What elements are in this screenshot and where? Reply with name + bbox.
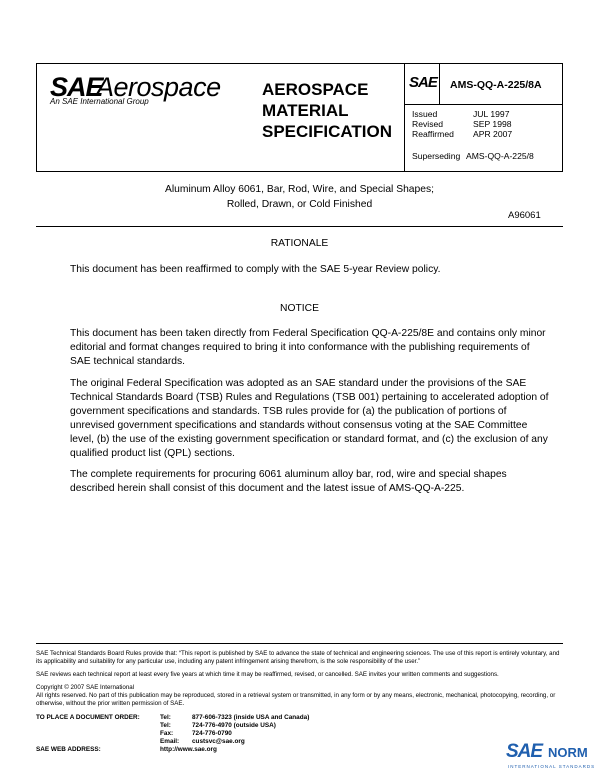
order-label: TO PLACE A DOCUMENT ORDER: [36, 714, 140, 721]
header-divider [404, 63, 405, 172]
issued-label: Issued [412, 109, 438, 119]
rationale-text: This document has been reaffirmed to comply with the SAE 5-year Review policy. [70, 264, 441, 275]
sae-norm-logo-subtext: INTERNATIONAL STANDARDS [508, 764, 596, 769]
aerospace-logo-text: Aerospace [96, 72, 221, 102]
tel1-label: Tel: [160, 714, 171, 721]
issued-value: JUL 1997 [473, 109, 510, 119]
review-text: SAE reviews each technical report at least every five years at which time it may be reaffirmed, revised, or cancelled. SAE invites your written comments and suggestions. [36, 671, 499, 678]
reaffirmed-value: APR 2007 [473, 129, 513, 139]
superseding-value: AMS-QQ-A-225/8 [466, 151, 534, 161]
footer-rule [36, 643, 563, 644]
revised-label: Revised [412, 119, 444, 129]
fax-label: Fax: [160, 730, 174, 737]
tsb-rules-text: SAE Technical Standards Board Rules provide that: “This report is published by SAE to advance the state of technical and engineering sciences. The use of this report is entirely voluntary, and its applicability and suitability for any particular use, including any patent infringement arising therefrom, is the sole responsibility of the user.” [36, 650, 560, 665]
fax-value: 724-776-0790 [192, 730, 232, 737]
title-rule [36, 226, 563, 227]
email-label: Email: [160, 738, 180, 745]
uns-number: A96061 [508, 210, 541, 221]
copyright-text: Copyright © 2007 SAE International [36, 684, 135, 691]
rights-text: All rights reserved. No part of this publication may be reproduced, stored in a retrieval system or transmitted, in any form or by any means, electronic, mechanical, photocopying, recording, or otherwise, without the prior written permission of SAE. [36, 692, 556, 707]
tel1-value: 877-606-7323 (inside USA and Canada) [192, 714, 310, 721]
reaffirmed-label: Reaffirmed [412, 129, 454, 139]
email-value[interactable]: custsvc@sae.org [192, 738, 245, 745]
notice-paragraph-3: The complete requirements for procuring 6061 aluminum alloy bar, rod, wire and special shapes described herein shall consist of this document and the latest issue of AMS-QQ-A-225. [70, 469, 507, 494]
notice-paragraph-2: The original Federal Specification was adopted as an SAE standard under the provisions of the SAE Technical Standards Board (TSB) Rules and Regulations (TSB 001) pertaining to accelerated adoption of government specifications and standards. TSB rules provide for (a) the publication of portions of unrevised government specifications and standards without consensus voting at the SAE Committee level, (b) the use of the existing government specification or standard format, and (c) the exclusion of any qualified product list (QPL) sections. [70, 378, 549, 459]
header-divider [404, 104, 563, 105]
rationale-heading: RATIONALE [270, 238, 329, 249]
document-title-line2: Rolled, Drawn, or Cold Finished [226, 199, 373, 210]
sae-norm-logo-text: NORM [548, 745, 588, 760]
superseding-label: Superseding [412, 151, 461, 161]
notice-heading: NOTICE [280, 303, 319, 314]
document-number: AMS-QQ-A-225/8A [450, 79, 542, 91]
header-divider [439, 63, 440, 105]
logo-tagline: An SAE International Group [50, 97, 149, 106]
tel2-value: 724-776-4970 (outside USA) [192, 722, 276, 729]
web-link[interactable]: http://www.sae.org [160, 746, 217, 753]
tel2-label: Tel: [160, 722, 171, 729]
notice-paragraph-1: This document has been taken directly from Federal Specification QQ-A-225/8E and contains only minor editorial and format changes required to bring it into conformance with the publishing requirements of SAE technical standards. [70, 328, 546, 367]
sae-logo: SAE [50, 72, 103, 102]
spec-type-title: AEROSPACE MATERIAL SPECIFICATION [262, 80, 393, 141]
revised-value: SEP 1998 [473, 119, 512, 129]
sae-mark: SAE [409, 74, 437, 91]
sae-norm-logo-mark: SAE [506, 741, 543, 762]
web-label: SAE WEB ADDRESS: [36, 746, 101, 753]
document-title-line1: Aluminum Alloy 6061, Bar, Rod, Wire, and Special Shapes; [164, 184, 434, 195]
